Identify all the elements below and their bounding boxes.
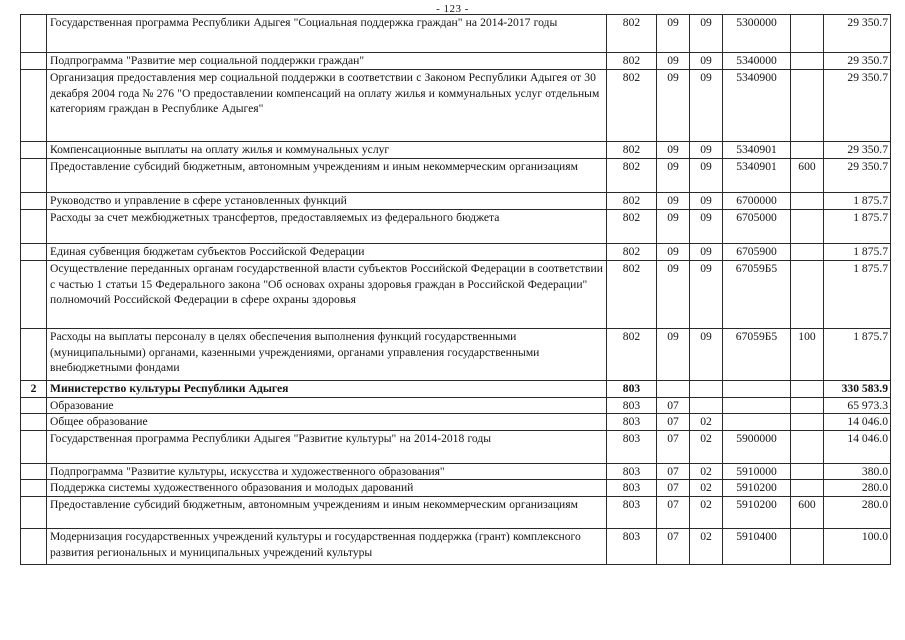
target-code: 5340901 (723, 142, 791, 159)
subsection-code: 09 (690, 193, 723, 210)
expense-type-code (791, 15, 824, 53)
subsection-code (690, 397, 723, 414)
row-number (21, 480, 47, 497)
row-number (21, 414, 47, 431)
ministry-code: 802 (607, 70, 657, 142)
expense-type-code (791, 480, 824, 497)
table-row (21, 414, 891, 431)
row-name: Организация предоставления мер социальной поддержки в соответствии с Законом Республики Адыгея от 30 декабря 2004 года № 276 "О предоставлении компенсаций на оплату жилья и коммунальных услуг отдельным категориям граждан в Республике Адыгея" (47, 70, 607, 142)
row-number (21, 193, 47, 210)
table-row (21, 15, 891, 53)
table-row (21, 463, 891, 480)
section-code: 09 (657, 70, 690, 142)
amount: 330 583.9 (824, 381, 891, 398)
table-row (21, 480, 891, 497)
amount: 1 875.7 (824, 244, 891, 261)
expense-type-code (791, 193, 824, 210)
target-code: 5900000 (723, 430, 791, 463)
section-code (657, 381, 690, 398)
section-code: 07 (657, 528, 690, 564)
row-number (21, 496, 47, 528)
row-name: Компенсационные выплаты на оплату жилья и коммунальных услуг (47, 142, 607, 159)
amount: 29 350.7 (824, 159, 891, 193)
ministry-code: 802 (607, 15, 657, 53)
ministry-code: 803 (607, 381, 657, 398)
amount: 280.0 (824, 480, 891, 497)
expense-type-code (791, 430, 824, 463)
section-code: 09 (657, 261, 690, 329)
subsection-code: 02 (690, 496, 723, 528)
table-row (21, 329, 891, 381)
expense-type-code (791, 244, 824, 261)
expense-type-code (791, 528, 824, 564)
expense-type-code (791, 70, 824, 142)
target-code: 5340900 (723, 70, 791, 142)
row-number (21, 159, 47, 193)
subsection-code: 02 (690, 528, 723, 564)
section-code: 07 (657, 463, 690, 480)
row-number (21, 142, 47, 159)
target-code: 6700000 (723, 193, 791, 210)
row-number (21, 430, 47, 463)
table-row (21, 159, 891, 193)
target-code: 6705000 (723, 210, 791, 244)
row-name: Осуществление переданных органам государственной власти субъектов Российской Федерации в соответствии с частью 1 статьи 15 Федерального закона "Об основах охраны здоровья граждан в Российской Федерации" полномочий Российской Федерации в сфере охраны здоровья (47, 261, 607, 329)
amount: 1 875.7 (824, 329, 891, 381)
subsection-code: 09 (690, 15, 723, 53)
ministry-code: 803 (607, 528, 657, 564)
budget-table (20, 14, 891, 565)
subsection-code: 09 (690, 244, 723, 261)
row-number (21, 70, 47, 142)
row-number (21, 210, 47, 244)
table-row (21, 53, 891, 70)
ministry-code: 802 (607, 261, 657, 329)
ministry-code: 803 (607, 430, 657, 463)
row-name: Расходы на выплаты персоналу в целях обеспечения выполнения функций государственными (муниципальными) органами, казенными учреждениями, органами управления государственными внебюджетными фондами (47, 329, 607, 381)
amount: 1 875.7 (824, 261, 891, 329)
expense-type-code (791, 397, 824, 414)
target-code (723, 381, 791, 398)
row-name: Подпрограмма "Развитие мер социальной поддержки граждан" (47, 53, 607, 70)
row-number (21, 463, 47, 480)
subsection-code: 09 (690, 142, 723, 159)
section-code: 07 (657, 397, 690, 414)
amount: 29 350.7 (824, 70, 891, 142)
subsection-code: 02 (690, 463, 723, 480)
subsection-code: 09 (690, 261, 723, 329)
row-number (21, 53, 47, 70)
row-number: 2 (21, 381, 47, 398)
section-code: 09 (657, 193, 690, 210)
subsection-code: 09 (690, 329, 723, 381)
subsection-code: 09 (690, 70, 723, 142)
expense-type-code: 100 (791, 329, 824, 381)
table-row (21, 142, 891, 159)
target-code: 5910400 (723, 528, 791, 564)
table-row (21, 244, 891, 261)
row-name: Государственная программа Республики Адыгея "Социальная поддержка граждан" на 2014-2017 годы (47, 15, 607, 53)
amount: 1 875.7 (824, 193, 891, 210)
amount: 100.0 (824, 528, 891, 564)
table-row (21, 210, 891, 244)
section-code: 09 (657, 15, 690, 53)
ministry-code: 802 (607, 193, 657, 210)
target-code: 5910200 (723, 480, 791, 497)
amount: 29 350.7 (824, 15, 891, 53)
row-name: Единая субвенция бюджетам субъектов Российской Федерации (47, 244, 607, 261)
ministry-code: 802 (607, 159, 657, 193)
expense-type-code (791, 414, 824, 431)
ministry-code: 803 (607, 496, 657, 528)
row-name: Руководство и управление в сфере установленных функций (47, 193, 607, 210)
amount: 29 350.7 (824, 142, 891, 159)
subsection-code: 02 (690, 414, 723, 431)
row-number (21, 15, 47, 53)
target-code (723, 414, 791, 431)
expense-type-code (791, 210, 824, 244)
table-row (21, 496, 891, 528)
section-code: 07 (657, 414, 690, 431)
amount: 65 973.3 (824, 397, 891, 414)
row-number (21, 261, 47, 329)
target-code: 67059Б5 (723, 329, 791, 381)
row-name: Предоставление субсидий бюджетным, автономным учреждениям и иным некоммерческим организациям (47, 159, 607, 193)
expense-type-code (791, 463, 824, 480)
amount: 280.0 (824, 496, 891, 528)
amount: 29 350.7 (824, 53, 891, 70)
row-name: Образование (47, 397, 607, 414)
budget-table-body (21, 15, 891, 565)
expense-type-code (791, 53, 824, 70)
section-code: 09 (657, 329, 690, 381)
expense-type-code (791, 381, 824, 398)
row-name: Предоставление субсидий бюджетным, автономным учреждениям и иным некоммерческим организациям (47, 496, 607, 528)
target-code: 5340901 (723, 159, 791, 193)
table-row (21, 193, 891, 210)
row-number (21, 329, 47, 381)
row-name: Модернизация государственных учреждений культуры и государственная поддержка (грант) комплексного развития региональных и муниципальных учреждений культуры (47, 528, 607, 564)
section-code: 09 (657, 142, 690, 159)
subsection-code: 02 (690, 430, 723, 463)
subsection-code: 09 (690, 159, 723, 193)
ministry-code: 803 (607, 480, 657, 497)
ministry-code: 802 (607, 142, 657, 159)
target-code: 5910200 (723, 496, 791, 528)
row-name: Расходы за счет межбюджетных трансфертов, предоставляемых из федерального бюджета (47, 210, 607, 244)
subsection-code: 09 (690, 53, 723, 70)
section-code: 07 (657, 430, 690, 463)
target-code: 5300000 (723, 15, 791, 53)
row-number (21, 528, 47, 564)
section-code: 09 (657, 159, 690, 193)
target-code: 5910000 (723, 463, 791, 480)
row-name: Министерство культуры Республики Адыгея (47, 381, 607, 398)
ministry-code: 803 (607, 397, 657, 414)
subsection-code: 09 (690, 210, 723, 244)
row-name: Общее образование (47, 414, 607, 431)
section-code: 09 (657, 210, 690, 244)
table-row (21, 261, 891, 329)
row-name: Поддержка системы художественного образования и молодых дарований (47, 480, 607, 497)
ministry-code: 803 (607, 463, 657, 480)
table-row (21, 430, 891, 463)
amount: 380.0 (824, 463, 891, 480)
section-code: 09 (657, 244, 690, 261)
table-row (21, 70, 891, 142)
ministry-code: 802 (607, 210, 657, 244)
row-number (21, 397, 47, 414)
amount: 14 046.0 (824, 414, 891, 431)
section-code: 07 (657, 496, 690, 528)
section-code: 09 (657, 53, 690, 70)
row-number (21, 244, 47, 261)
page-number: - 123 - (436, 3, 469, 15)
expense-type-code: 600 (791, 159, 824, 193)
amount: 14 046.0 (824, 430, 891, 463)
target-code: 6705900 (723, 244, 791, 261)
ministry-code: 803 (607, 414, 657, 431)
row-name: Государственная программа Республики Адыгея "Развитие культуры" на 2014-2018 годы (47, 430, 607, 463)
expense-type-code: 600 (791, 496, 824, 528)
row-name: Подпрограмма "Развитие культуры, искусства и художественного образования" (47, 463, 607, 480)
section-code: 07 (657, 480, 690, 497)
subsection-code (690, 381, 723, 398)
table-row (21, 397, 891, 414)
ministry-code: 802 (607, 329, 657, 381)
subsection-code: 02 (690, 480, 723, 497)
expense-type-code (791, 261, 824, 329)
target-code (723, 397, 791, 414)
expense-type-code (791, 142, 824, 159)
amount: 1 875.7 (824, 210, 891, 244)
table-row-ministry-total (21, 381, 891, 398)
table-row (21, 528, 891, 564)
target-code: 67059Б5 (723, 261, 791, 329)
ministry-code: 802 (607, 53, 657, 70)
target-code: 5340000 (723, 53, 791, 70)
ministry-code: 802 (607, 244, 657, 261)
